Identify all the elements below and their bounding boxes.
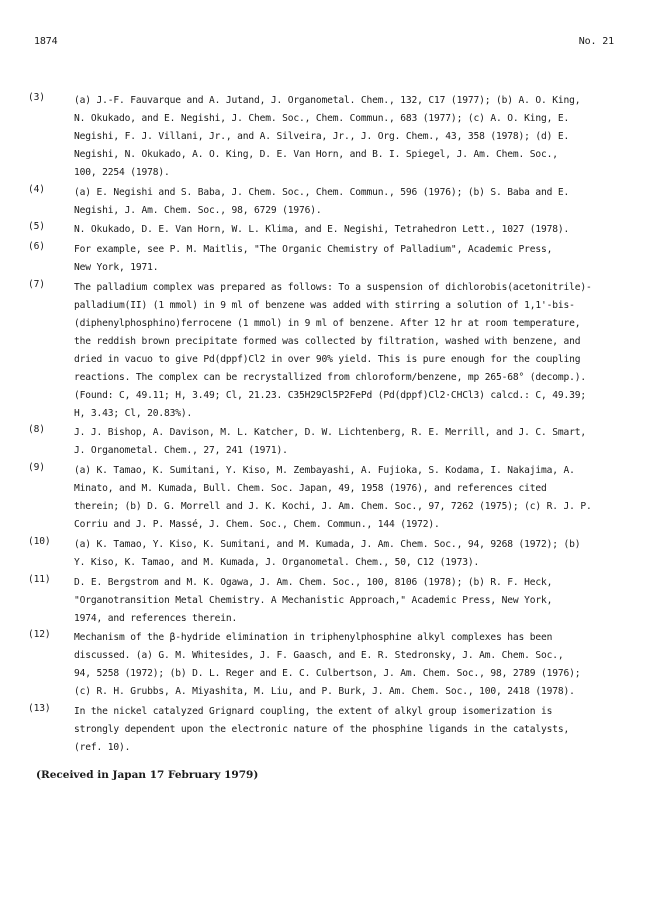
reference-line: (a) K. Tamao, Y. Kiso, K. Sumitani, and M. Kumada, J. Am. Chem. Soc., 94, 9268 (1972); (b) — [74, 538, 581, 550]
reference-line: (a) K. Tamao, K. Sumitani, Y. Kiso, M. Zembayashi, A. Fujioka, S. Kodama, I. Nakajima, A. — [74, 465, 575, 477]
reference-text — [74, 221, 569, 239]
reference-text — [74, 536, 580, 572]
reference-text — [74, 462, 592, 534]
reference-line: N. Okukado, and E. Negishi, J. Chem. Soc., Chem. Commun., 683 (1977); (c) A. O. King, E. — [74, 113, 570, 124]
reference-number: (4) — [28, 183, 45, 195]
reference-text — [74, 703, 569, 757]
reference-text — [74, 184, 569, 220]
reference-line: Negishi, N. Okukado, A. O. King, D. E. Van Horn, and B. I. Spiegel, J. Am. Chem. Soc., — [74, 149, 558, 160]
reference-line: Mechanism of the β-hydride elimination in triphenylphosphine alkyl complexes has been — [74, 632, 553, 644]
reference-number: (5) — [28, 221, 45, 233]
reference-item — [28, 241, 628, 277]
reference-line: (Found: C, 49.11; H, 3.49; Cl, 21.23. C35H29Cl5P2FePd (Pd(dppf)Cl2·CHCl3) calcd.: C, 49.39; — [74, 389, 586, 401]
reference-item — [28, 629, 628, 701]
reference-text — [74, 92, 580, 182]
reference-item — [28, 221, 628, 239]
reference-line: (c) R. H. Grubbs, A. Miyashita, M. Liu, and P. Burk, J. Am. Chem. Soc., 100, 2418 (1978). — [74, 686, 575, 698]
reference-line: N. Okukado, D. E. Van Horn, W. L. Klima, and E. Negishi, Tetrahedron Lett., 1027 (1978). — [74, 224, 570, 236]
reference-line: the reddish brown precipitate formed was collected by filtration, washed with benzene, and — [74, 335, 581, 347]
reference-item — [28, 184, 628, 220]
reference-line: The palladium complex was prepared as follows: To a suspension of dichlorobis(acetonitrile)- — [74, 281, 592, 293]
reference-line: therein; (b) D. G. Morrell and J. K. Kochi, J. Am. Chem. Soc., 97, 7262 (1975); (c) R. J. P. — [74, 501, 592, 513]
reference-line: Minato, and M. Kumada, Bull. Chem. Soc. Japan, 49, 1958 (1976), and references cited — [74, 483, 547, 495]
reference-line: discussed. (a) G. M. Whitesides, J. F. Gaasch, and E. R. Stedronsky, J. Am. Chem. Soc., — [74, 650, 564, 662]
reference-line: strongly dependent upon the electronic nature of the phosphine ligands in the catalysts, — [74, 723, 570, 735]
reference-number: (10) — [28, 535, 51, 547]
reference-line: (diphenylphosphino)ferrocene (1 mmol) in 9 ml of benzene. After 12 hr at room temperature, — [74, 317, 581, 329]
reference-item — [28, 424, 628, 460]
reference-line: J. Organometal. Chem., 27, 241 (1971). — [74, 445, 288, 457]
reference-line: J. J. Bishop, A. Davison, M. L. Katcher, D. W. Lichtenberg, R. E. Merrill, and J. C. Smart, — [74, 427, 586, 439]
reference-line: (ref. 10). — [74, 741, 131, 753]
reference-line: Corriu and J. P. Massé, J. Chem. Soc., Chem. Commun., 144 (1972). — [74, 519, 440, 531]
reference-number: (7) — [28, 278, 45, 290]
reference-line: H, 3.43; Cl, 20.83%). — [74, 407, 193, 419]
reference-line: D. E. Bergstrom and M. K. Ogawa, J. Am. Chem. Soc., 100, 8106 (1978); (b) R. F. Heck, — [74, 576, 553, 588]
reference-line: In the nickel catalyzed Grignard coupling, the extent of alkyl group isomerization is — [74, 705, 553, 717]
page-number: 1874 — [34, 36, 58, 47]
reference-text — [74, 574, 552, 628]
reference-text — [74, 424, 586, 460]
reference-number: (8) — [28, 424, 45, 436]
reference-item — [28, 703, 628, 757]
reference-item — [28, 279, 628, 423]
reference-line: palladium(II) (1 mmol) in 9 ml of benzene was added with stirring a solution of 1,1'-bis- — [74, 299, 575, 311]
reference-line: Negishi, J. Am. Chem. Soc., 98, 6729 (1976). — [74, 204, 322, 216]
reference-line: New York, 1971. — [74, 262, 159, 274]
reference-line: For example, see P. M. Maitlis, "The Organic Chemistry of Palladium", Academic Press, — [74, 244, 553, 256]
reference-item — [28, 536, 628, 572]
reference-text — [74, 241, 552, 277]
reference-line: (a) E. Negishi and S. Baba, J. Chem. Soc., Chem. Commun., 596 (1976); (b) S. Baba and E. — [74, 186, 570, 198]
reference-line: 1974, and references therein. — [74, 612, 238, 624]
reference-line: Y. Kiso, K. Tamao, and M. Kumada, J. Organometal. Chem., 50, C12 (1973). — [74, 556, 480, 568]
reference-number: (9) — [28, 462, 45, 474]
reference-number: (13) — [28, 702, 51, 714]
reference-line: 94, 5258 (1972); (b) D. L. Reger and E. C. Culbertson, J. Am. Chem. Soc., 98, 2789 (1976); — [74, 668, 581, 680]
reference-text — [74, 629, 580, 701]
reference-line: Negishi, F. J. Villani, Jr., and A. Silveira, Jr., J. Org. Chem., 43, 358 (1978); (d) E. — [74, 131, 570, 142]
reference-line: 100, 2254 (1978). — [74, 167, 170, 178]
reference-line: reactions. The complex can be recrystallized from chloroform/benzene, mp 265-68° (decomp.). — [74, 371, 586, 383]
reference-item — [28, 92, 628, 182]
reference-line: "Organotransition Metal Chemistry. A Mechanistic Approach," Academic Press, New York, — [74, 594, 553, 606]
reference-text — [74, 279, 592, 423]
issue-number: No. 21 — [578, 36, 614, 47]
reference-number: (12) — [28, 629, 51, 641]
reference-line: (a) J.-F. Fauvarque and A. Jutand, J. Organometal. Chem., 132, C17 (1977); (b) A. O. King, — [74, 95, 581, 106]
reference-line: dried in vacuo to give Pd(dppf)Cl2 in over 90% yield. This is pure enough for the coupling — [74, 353, 581, 365]
reference-number: (11) — [28, 573, 51, 585]
reference-number: (3) — [28, 92, 45, 103]
received-date: (Received in Japan 17 February 1979) — [36, 769, 259, 781]
reference-list — [28, 92, 628, 759]
reference-item — [28, 574, 628, 628]
reference-number: (6) — [28, 241, 45, 253]
reference-item — [28, 462, 628, 534]
